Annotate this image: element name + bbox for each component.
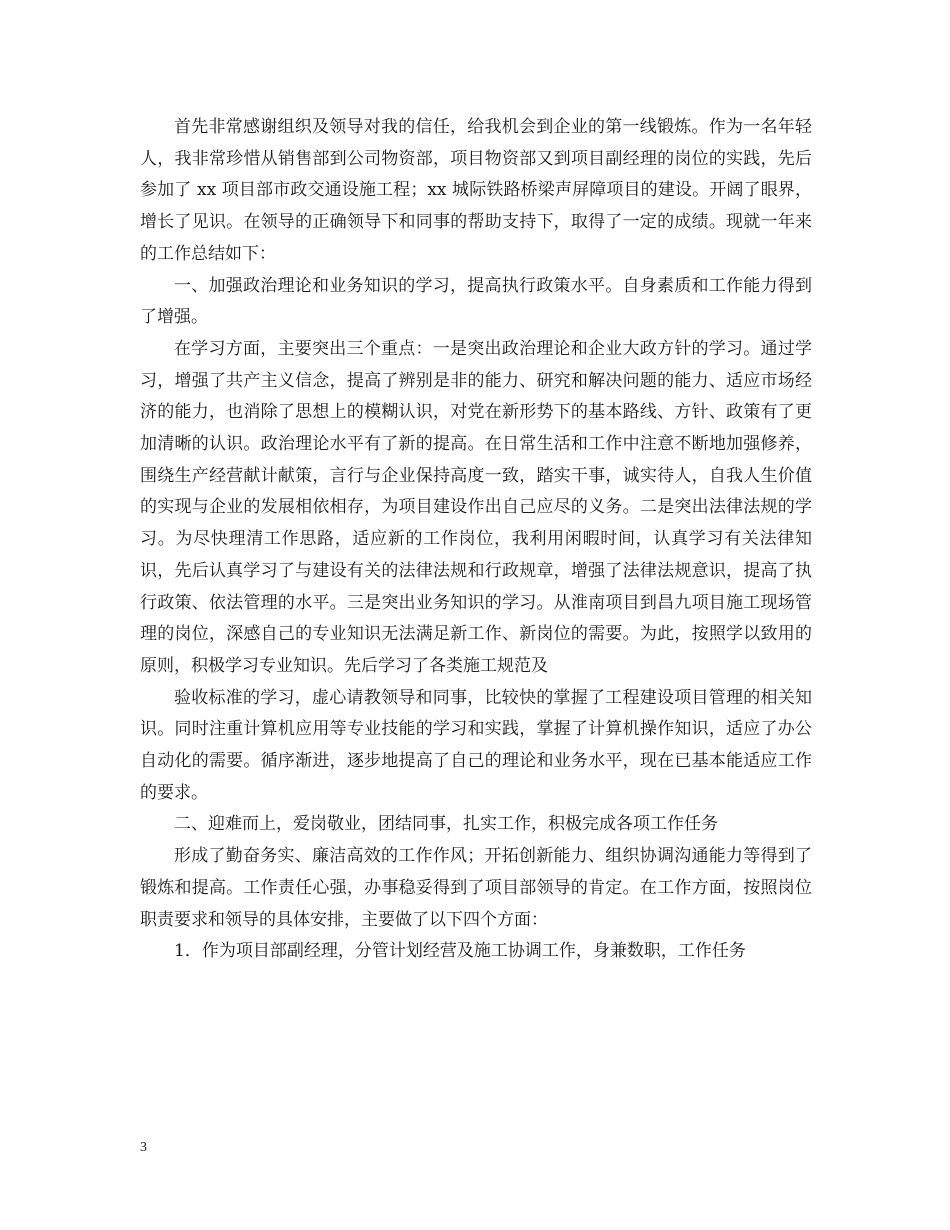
paragraph-heading-two: 二、迎难而上，爱岗敬业，团结同事，扎实工作，积极完成各项工作任务 <box>174 814 718 835</box>
paragraph-work-style: 形成了勤奋务实、廉洁高效的工作作风；开拓创新能力、组织协调沟通能力等得到了锻炼和提高。工作责任心强，办事稳妥得到了项目部领导的肯定。在工作方面，按照岗位职责要求和领导的具体安排，主要做了以下四个方面： <box>140 846 812 930</box>
paragraph-intro: 首先非常感谢组织及领导对我的信任，给我机会到企业的第一线锻炼。作为一名年轻人，我非常珍惜从销售部到公司物资部，项目物资部又到项目副经理的岗位的实践，先后参加了 xx 项目部市政交通设施工程；xx 城际铁路桥梁声屏障项目的建设。开阔了眼界，增长了见识。在领导的正确领导下和同事的帮助支持下，取得了一定的成绩。现就一年来的工作总结如下： <box>140 117 812 264</box>
paragraph-heading-one: 一、加强政治理论和业务知识的学习，提高执行政策水平。自身素质和工作能力得到了增强。 <box>140 275 812 328</box>
page-number: 3 <box>140 1140 147 1155</box>
paragraph-item-one: 1．作为项目部副经理，分管计划经营及施工协调工作，身兼数职，工作任务 <box>174 941 746 962</box>
document-body <box>140 112 812 968</box>
paragraph-standards: 验收标准的学习，虚心请教领导和同事，比较快的掌握了工程建设项目管理的相关知识。同时注重计算机应用等专业技能的学习和实践，掌握了计算机操作知识，适应了办公自动化的需要。循序渐进，逐步地提高了自己的理论和业务水平，现在已基本能适应工作的要求。 <box>140 687 812 803</box>
paragraph-study: 在学习方面，主要突出三个重点：一是突出政治理论和企业大政方针的学习。通过学习，增强了共产主义信念，提高了辨别是非的能力、研究和解决问题的能力、适应市场经济的能力，也消除了思想上的模糊认识，对党在新形势下的基本路线、方针、政策有了更加清晰的认识。政治理论水平有了新的提高。在日常生活和工作中注意不断地加强修养，围绕生产经营献计献策，言行与企业保持高度一致，踏实干事，诚实待人，自我人生价值的实现与企业的发展相依相存，为项目建设作出自己应尽的义务。二是突出法律法规的学习。为尽快理清工作思路，适应新的工作岗位，我利用闲暇时间，认真学习有关法律知识，先后认真学习了与建设有关的法律法规和行政规章，增强了法律法规意识，提高了执行政策、依法管理的水平。三是突出业务知识的学习。从淮南项目到昌九项目施工现场管理的岗位，深感自己的专业知识无法满足新工作、新岗位的需要。为此，按照学以致用的原则，积极学习专业知识。先后学习了各类施工规范及 <box>140 338 812 676</box>
